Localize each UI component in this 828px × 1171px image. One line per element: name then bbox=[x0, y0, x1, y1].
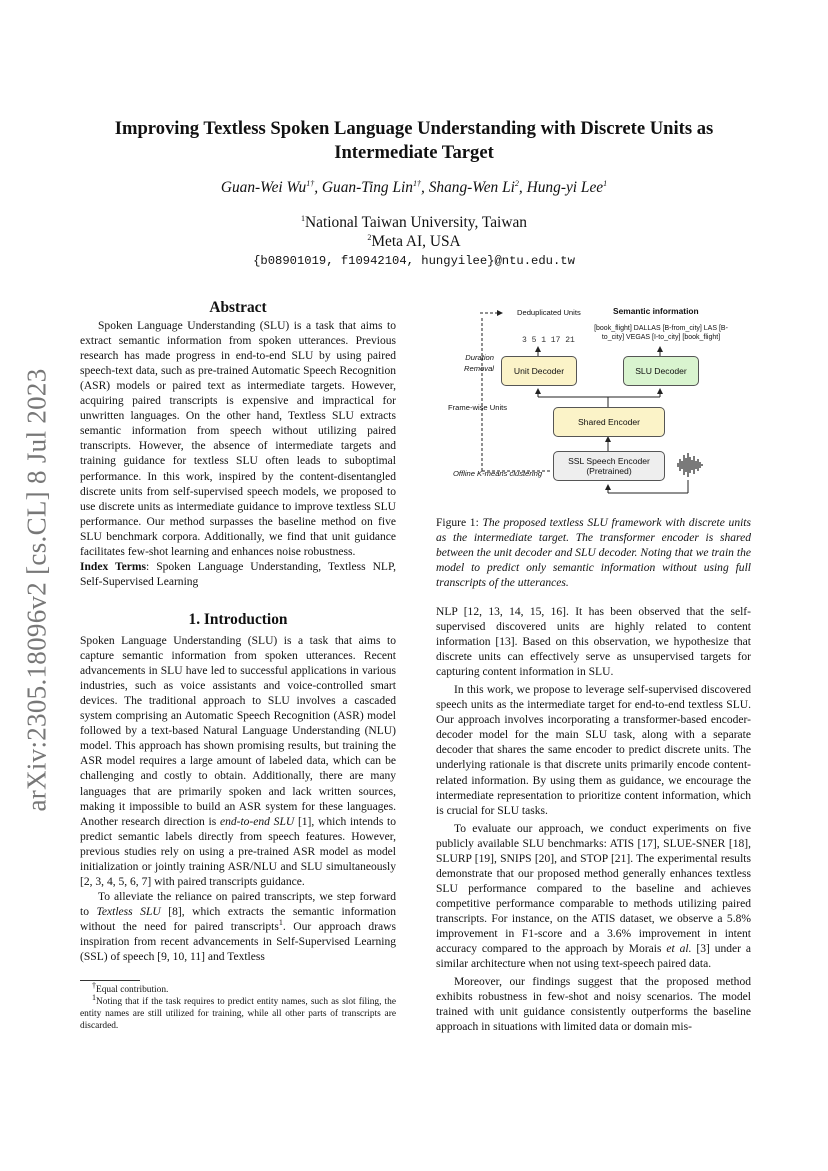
footnotes bbox=[80, 980, 396, 1032]
arxiv-stamp-text: arXiv:2305.18096v2 [cs.CL] 8 Jul 2023 bbox=[21, 368, 52, 812]
abstract-section bbox=[80, 300, 396, 590]
deduplicated-units-label: Deduplicated Units bbox=[517, 308, 581, 317]
body-paragraph: To evaluate our approach, we conduct experiments on five publicly available SLU benchmarks: ATIS [17], SLUE-SNER [18], SLURP [19], SNIPS [20], and STOP [21]. The experimental results demonstrate that our proposed method generally enhances textless SLU performance compared to the baseline and achieves competitive performance comparable to methods utilizing paired transcripts. For instance, on the ATIS dataset, we observe a 5.8% improvement in F1-score and a 3.6% improvement in intent accuracy compared to the approach by Morais et al. [3] under a similar architecture when not using text-speech paired data. bbox=[436, 822, 751, 971]
semantic-sequence: [book_flight] DALLAS [B-from_city] LAS [B-to_city] VEGAS [I-to_city] [book_flight] bbox=[594, 325, 728, 341]
frame-wise-units-label: Frame-wise Units bbox=[448, 403, 508, 412]
affiliation: $^2$Meta AI, USA bbox=[367, 232, 461, 250]
figure-1-diagram bbox=[440, 303, 750, 503]
author: Guan-Wei $Wu^{1\dagger}$, bbox=[220, 178, 322, 196]
author: Hung-yi Lee$^1$ bbox=[526, 178, 608, 196]
arxiv-stamp bbox=[14, 330, 60, 850]
body-paragraph: Moreover, our findings suggest that the proposed method exhibits robustness in few-shot and noisy scenarios. The model trained with unit guidance consistently outperforms the baseline approach in situations with limited data or domain mis- bbox=[436, 976, 751, 1034]
introduction-section bbox=[80, 612, 396, 965]
unit-sequence: 3 5 1 17 21 bbox=[522, 336, 575, 345]
intro-paragraph-1: Spoken Language Understanding (SLU) is a task that aims to capture semantic information from spoken utterances. Recent advancements in SLU have led to successful applications in various industries, such as voice assistants and voice-controlled smart devices. The traditional approach to SLU involves a cascaded system comprising an Automatic Speech Recognition (ASR) model followed by a text-based Natural Language Understanding (NLU) model. This approach has shown promising results, but training the ASR model requires a large amount of labeled data, which can be challenging and costly to obtain. Additionally, there are many languages that are primarily spoken and lack written sources, making it impossible to build an ASR system for these languages. Another research direction is end-to-end SLU [1], which intends to predict semantic labels directly from speech features. However, previous studies rely on using a pre-trained ASR model as model initialization or jointly training ASR/NLU and SLU simultaneously [2, 3, 4, 5, 6, 7] with paired transcripts guidance. bbox=[80, 635, 397, 888]
figure-1-caption: Figure 1: The proposed textless SLU framework with discrete units as the intermediate target. The transformer encoder is shared between the unit decoder and SLU decoder. Noting that we train the model to predict only semantic information without using full transcripts of the utterances. bbox=[436, 517, 752, 590]
footnote-entity-names: $^1$Noting that if the task requires to predict entity names, such as slot filing, the entity names are still utilized for training, while all other parts of transcripts are discarded. bbox=[80, 992, 396, 1031]
slu-decoder-box: SLU Decoder bbox=[623, 356, 699, 386]
author: Shang-Wen Li$^2$, bbox=[428, 178, 527, 196]
affiliation: $^1$National Taiwan University, Taiwan bbox=[301, 213, 527, 231]
intro-paragraph-2: To alleviate the reliance on paired transcripts, we step forward to Textless SLU [8], which extracts the semantic information without the need for paired transcripts$^1$. Our approach draws inspiration from recent advancements in Self-Supervised Learning (SSL) of speech [9, 10, 11] and Textless bbox=[80, 890, 396, 964]
right-column-body bbox=[436, 605, 751, 1035]
abstract-heading: Abstract bbox=[209, 299, 267, 316]
index-terms: Index Terms: Spoken Language Understanding, Textless NLP, Self-Supervised Learning bbox=[80, 560, 397, 588]
title-line-1: Improving Textless Spoken Language Understanding with Discrete Units as bbox=[114, 118, 714, 139]
semantic-information-label: Semantic information bbox=[613, 306, 699, 316]
paper-title bbox=[80, 117, 748, 165]
title-line-2: Intermediate Target bbox=[334, 142, 494, 163]
author-list bbox=[80, 179, 748, 197]
author: Guan-Ting Lin$^{1\dagger}$, bbox=[321, 178, 429, 196]
abstract-text: Spoken Language Understanding (SLU) is a task that aims to extract semantic information from spoken utterances. Previous research has made progress in end-to-end SLU by using paired speech-text data, such as pre-trained Automatic Speech Recognition (ASR) models or paired text as intermediate targets. However, acquiring paired transcripts is expensive and impractical for unwritten languages. On the other hand, Textless SLU extracts semantic information from speech without utilizing paired transcripts. However, the absence of intermediate targets and training guidance for textless SLU often leads to suboptimal performance. In this work, inspired by the content-disentangled discrete units from self-supervised speech models, we proposed to use discrete units as intermediate guidance to improve textless SLU performance. Our method surpasses the baseline method on five SLU benchmark corpora. Additionally, we find that unit guidance facilitates few-shot learning and enhances noise robustness. bbox=[80, 320, 396, 558]
shared-encoder-box: Shared Encoder bbox=[553, 407, 665, 437]
ssl-speech-encoder-box: SSL Speech Encoder (Pretrained) bbox=[553, 451, 665, 481]
author-emails: {b08901019, f10942104, hungyilee}@ntu.edu.tw bbox=[253, 254, 575, 268]
footnote-rule bbox=[80, 980, 140, 981]
kmeans-label: Offline K-means clustering bbox=[453, 469, 543, 478]
duration-removal-label: Duration Removal bbox=[464, 353, 494, 373]
waveform-icon bbox=[678, 453, 702, 477]
body-paragraph: NLP [12, 13, 14, 15, 16]. It has been observed that the self-supervised discovered units are highly related to content information [13]. Based on this observation, we hypothesize that discrete units can effectively serve as unsupervised targets for capturing content information in SLU. bbox=[436, 606, 751, 679]
body-paragraph: In this work, we propose to leverage self-supervised discovered speech units as the intermediate target for end-to-end textless SLU. Our approach involves incorporating a transformer-based encoder-decoder model for the main SLU task, along with a separate decoder that shares the same encoder to predict discrete units. The underlying rationale is that discrete units primarily encode content-related information. By using them as guidance, we encourage the intermediate representation to prioritize content information, which is crucial for SLU tasks. bbox=[436, 684, 751, 817]
intro-heading: 1. Introduction bbox=[188, 611, 288, 628]
footnote-equal-contribution: †Equal contribution. bbox=[92, 980, 169, 995]
unit-decoder-box: Unit Decoder bbox=[501, 356, 577, 386]
